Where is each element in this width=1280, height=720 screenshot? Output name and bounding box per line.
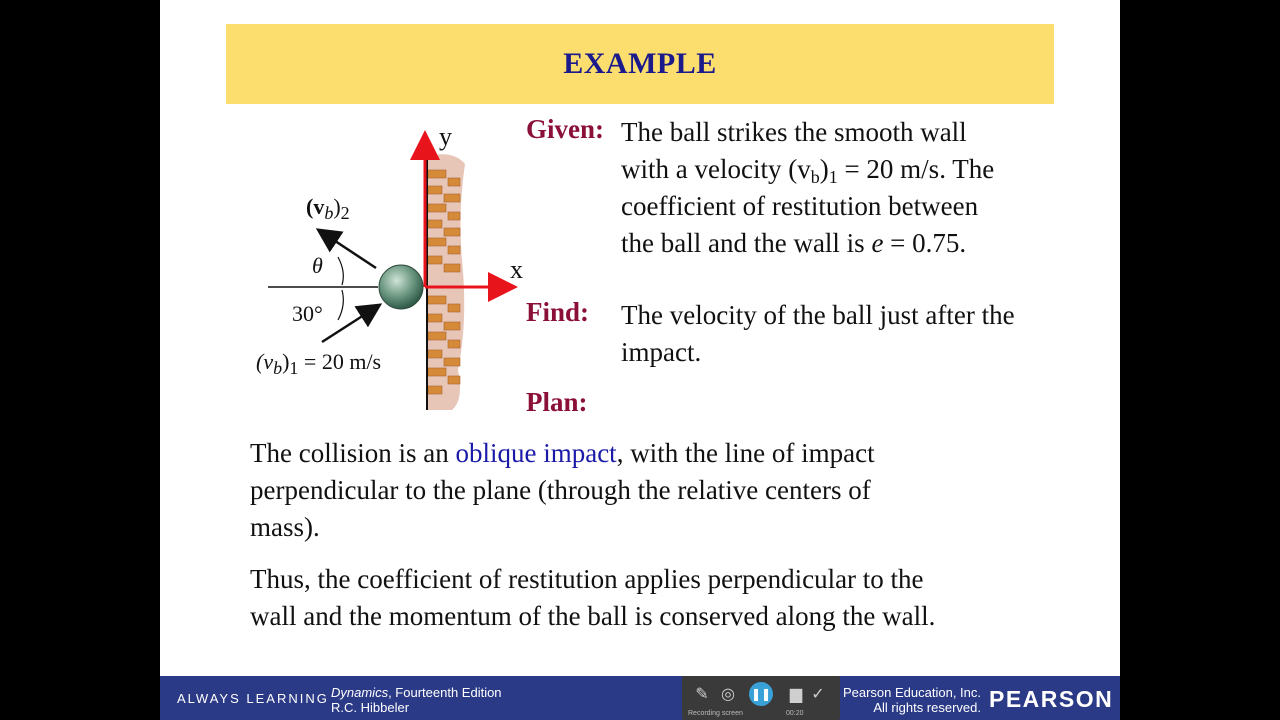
- publisher-info: Pearson Education, Inc. All rights reserved.: [842, 685, 981, 715]
- given-label: Given:: [526, 114, 604, 144]
- trash-icon[interactable]: ▆: [789, 686, 803, 703]
- pearson-logo: PEARSON: [989, 686, 1114, 712]
- paragraph-oblique-impact: The collision is an oblique impact, with the line of impact perpendicular to the plane (through the relative centers of mass).: [250, 438, 875, 542]
- angle-arc: [338, 290, 343, 320]
- check-icon[interactable]: ✓: [811, 686, 825, 703]
- slide-footer: [160, 676, 1120, 720]
- screen-recorder-toolbar: [682, 676, 840, 720]
- pen-icon[interactable]: ✎: [695, 686, 709, 703]
- oblique-impact-highlight: oblique impact: [455, 438, 617, 468]
- slide: [160, 0, 1120, 720]
- given-text: The ball strikes the smooth wall with a velocity $(v_b)_1 = 20$ m/s. The coefficient of restitution between the ball and the wall is e = 0.75.: [621, 117, 995, 258]
- plan-label: Plan:: [526, 387, 588, 417]
- pause-icon[interactable]: ❚❚: [749, 682, 773, 706]
- y-axis-label: y: [439, 122, 452, 151]
- brick-wall: [427, 154, 465, 410]
- x-axis-label: x: [510, 255, 523, 284]
- recording-status: Recording screen: [688, 710, 743, 717]
- angle-label: 30°: [292, 301, 323, 326]
- recording-time: 00:20: [786, 710, 804, 717]
- find-label: Find:: [526, 297, 590, 327]
- title-bar: [226, 24, 1054, 104]
- outgoing-velocity-label: $(v_b)_2$: [306, 194, 350, 223]
- incoming-velocity-label: $(v_b)_1 = 20$ m/s: [256, 349, 382, 378]
- slide-title: EXAMPLE: [563, 47, 717, 80]
- theta-arc: [338, 257, 343, 285]
- theta-label: θ: [312, 253, 323, 278]
- paragraph-restitution: Thus, the coefficient of restitution applies perpendicular to the wall and the momentum of the ball is conserved along the wall.: [250, 564, 936, 631]
- ball-wall-figure: [250, 120, 530, 420]
- outgoing-velocity-arrow: [320, 231, 376, 268]
- ball: [379, 265, 423, 309]
- always-learning-text: ALWAYS LEARNING: [177, 691, 329, 706]
- find-text: The velocity of the ball just after the impact.: [621, 300, 1015, 367]
- incoming-velocity-arrow: [322, 306, 378, 342]
- eye-slash-icon[interactable]: ◎: [721, 686, 735, 703]
- book-info: Dynamics, Fourteenth Edition R.C. Hibbeler: [331, 685, 502, 715]
